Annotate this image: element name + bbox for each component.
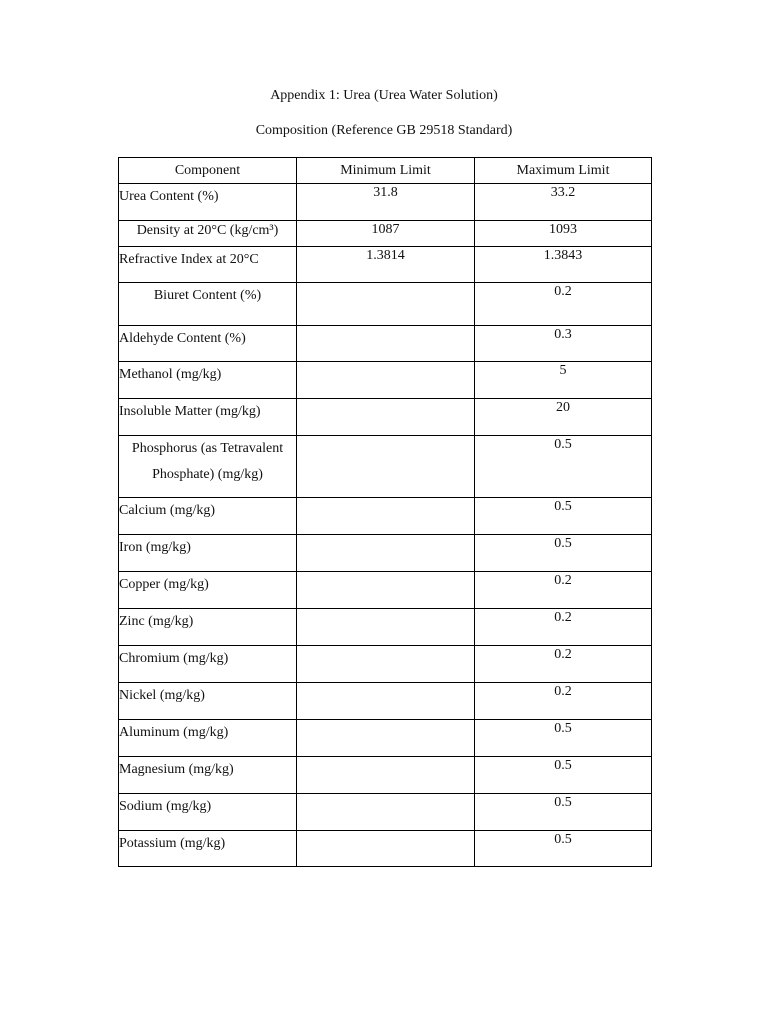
cell-component: Phosphorus (as Tetravalent Phosphate) (mg/kg) xyxy=(119,436,297,498)
cell-component: Zinc (mg/kg) xyxy=(119,609,297,646)
table-row xyxy=(119,498,652,535)
cell-minimum-limit: 31.8 xyxy=(297,184,475,221)
cell-maximum-limit: 20 xyxy=(475,399,652,436)
table-row xyxy=(119,535,652,572)
document-title: Appendix 1: Urea (Urea Water Solution) xyxy=(270,88,498,103)
cell-maximum-limit: 0.5 xyxy=(475,831,652,867)
cell-maximum-limit: 0.5 xyxy=(475,498,652,535)
cell-maximum-limit: 0.5 xyxy=(475,757,652,794)
cell-maximum-limit: 0.5 xyxy=(475,436,652,498)
cell-minimum-limit xyxy=(297,362,475,399)
composition-table xyxy=(118,157,652,867)
table-body xyxy=(119,184,652,867)
cell-minimum-limit: 1.3814 xyxy=(297,247,475,283)
cell-maximum-limit: 1093 xyxy=(475,221,652,247)
table-header-row xyxy=(119,158,652,184)
table-row xyxy=(119,757,652,794)
cell-minimum-limit: 1087 xyxy=(297,221,475,247)
cell-maximum-limit: 0.2 xyxy=(475,283,652,326)
table-row xyxy=(119,831,652,867)
table-row xyxy=(119,247,652,283)
cell-minimum-limit xyxy=(297,646,475,683)
cell-component: Refractive Index at 20°C xyxy=(119,247,297,283)
cell-maximum-limit: 0.5 xyxy=(475,794,652,831)
table-row xyxy=(119,572,652,609)
table-row xyxy=(119,362,652,399)
document-subtitle: Composition (Reference GB 29518 Standard) xyxy=(255,123,513,138)
table-row xyxy=(119,683,652,720)
cell-component: Chromium (mg/kg) xyxy=(119,646,297,683)
cell-component: Magnesium (mg/kg) xyxy=(119,757,297,794)
table-row xyxy=(119,646,652,683)
cell-component: Insoluble Matter (mg/kg) xyxy=(119,399,297,436)
cell-minimum-limit xyxy=(297,683,475,720)
cell-maximum-limit: 0.3 xyxy=(475,326,652,362)
cell-component: Copper (mg/kg) xyxy=(119,572,297,609)
header-minimum-limit: Minimum Limit xyxy=(297,158,475,184)
cell-minimum-limit xyxy=(297,831,475,867)
cell-minimum-limit xyxy=(297,609,475,646)
cell-minimum-limit xyxy=(297,572,475,609)
table-row xyxy=(119,283,652,326)
cell-minimum-limit xyxy=(297,436,475,498)
table-row xyxy=(119,221,652,247)
table-row xyxy=(119,794,652,831)
table-row xyxy=(119,720,652,757)
cell-component: Calcium (mg/kg) xyxy=(119,498,297,535)
cell-component: Potassium (mg/kg) xyxy=(119,831,297,867)
cell-component: Density at 20°C (kg/cm³) xyxy=(119,221,297,247)
cell-minimum-limit xyxy=(297,720,475,757)
cell-maximum-limit: 0.2 xyxy=(475,572,652,609)
cell-maximum-limit: 1.3843 xyxy=(475,247,652,283)
table-row xyxy=(119,436,652,498)
cell-maximum-limit: 5 xyxy=(475,362,652,399)
cell-minimum-limit xyxy=(297,535,475,572)
table-row xyxy=(119,326,652,362)
cell-maximum-limit: 0.5 xyxy=(475,535,652,572)
cell-minimum-limit xyxy=(297,326,475,362)
header-maximum-limit: Maximum Limit xyxy=(475,158,652,184)
cell-component: Sodium (mg/kg) xyxy=(119,794,297,831)
cell-minimum-limit xyxy=(297,283,475,326)
cell-maximum-limit: 33.2 xyxy=(475,184,652,221)
cell-component: Biuret Content (%) xyxy=(119,283,297,326)
cell-component: Urea Content (%) xyxy=(119,184,297,221)
cell-maximum-limit: 0.2 xyxy=(475,646,652,683)
cell-component: Aldehyde Content (%) xyxy=(119,326,297,362)
table-row xyxy=(119,184,652,221)
cell-minimum-limit xyxy=(297,399,475,436)
cell-component: Aluminum (mg/kg) xyxy=(119,720,297,757)
header-component: Component xyxy=(119,158,297,184)
cell-minimum-limit xyxy=(297,794,475,831)
table-row xyxy=(119,609,652,646)
cell-component: Iron (mg/kg) xyxy=(119,535,297,572)
table-row xyxy=(119,399,652,436)
cell-maximum-limit: 0.2 xyxy=(475,609,652,646)
cell-component: Methanol (mg/kg) xyxy=(119,362,297,399)
cell-component: Nickel (mg/kg) xyxy=(119,683,297,720)
cell-minimum-limit xyxy=(297,498,475,535)
cell-maximum-limit: 0.5 xyxy=(475,720,652,757)
cell-maximum-limit: 0.2 xyxy=(475,683,652,720)
cell-minimum-limit xyxy=(297,757,475,794)
